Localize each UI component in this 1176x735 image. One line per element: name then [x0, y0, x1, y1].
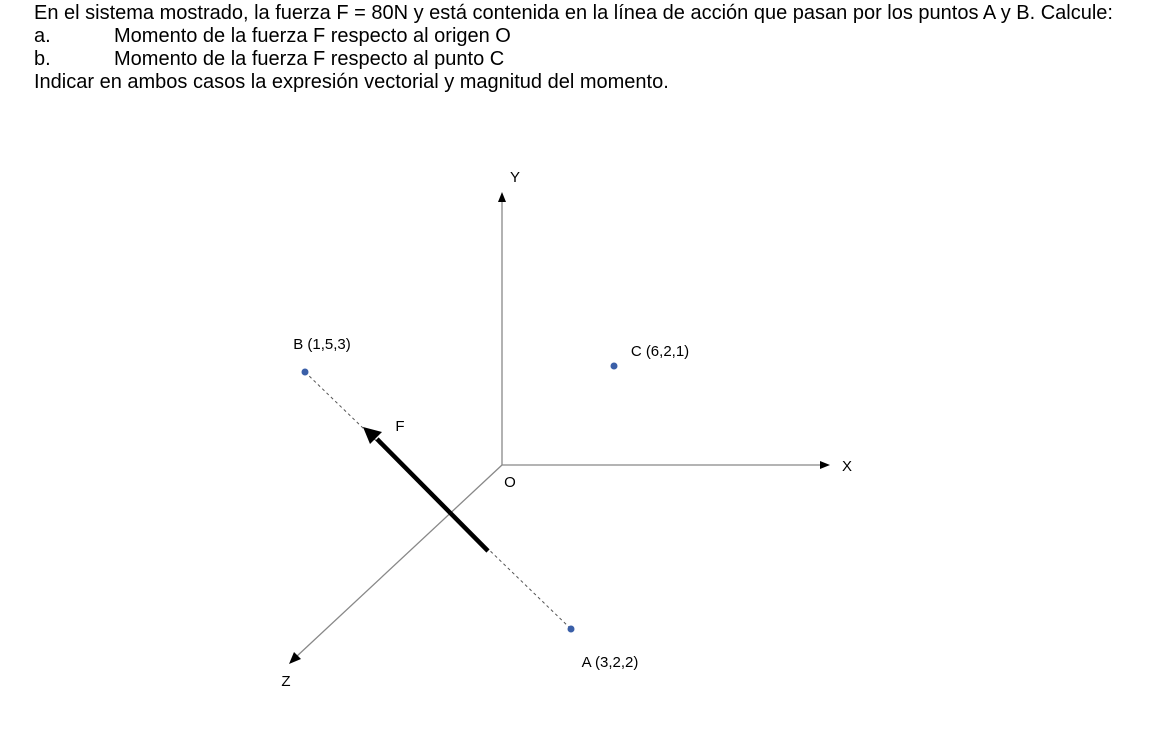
x-axis-arrowhead [820, 461, 830, 469]
item-a-marker: a. [34, 25, 51, 47]
point-a-marker [568, 626, 575, 633]
y-axis-arrowhead [498, 192, 506, 202]
point-c-label: C (6,2,1) [630, 343, 690, 360]
problem-closing: Indicar en ambos casos la expresión vectorial y magnitud del momento. [34, 71, 669, 93]
z-axis-label: Z [281, 673, 291, 690]
force-vector [377, 439, 488, 551]
point-c-marker [611, 363, 618, 370]
force-label: F [395, 418, 405, 435]
origin-label: O [504, 474, 516, 491]
item-a-text: Momento de la fuerza F respecto al origen O [114, 25, 511, 47]
item-b-text: Momento de la fuerza F respecto al punto C [114, 48, 505, 70]
point-a-label: A (3,2,2) [581, 654, 639, 671]
problem-intro: En el sistema mostrado, la fuerza F = 80N y está contenida en la línea de acción que pasan por los puntos A y B. Calcule: [34, 2, 1113, 24]
y-axis-label: Y [509, 169, 521, 186]
point-b-label: B (1,5,3) [293, 336, 351, 353]
x-axis-label: X [841, 458, 853, 475]
point-b-marker [302, 369, 309, 376]
item-b-marker: b. [34, 48, 51, 70]
z-axis-line [296, 465, 502, 657]
